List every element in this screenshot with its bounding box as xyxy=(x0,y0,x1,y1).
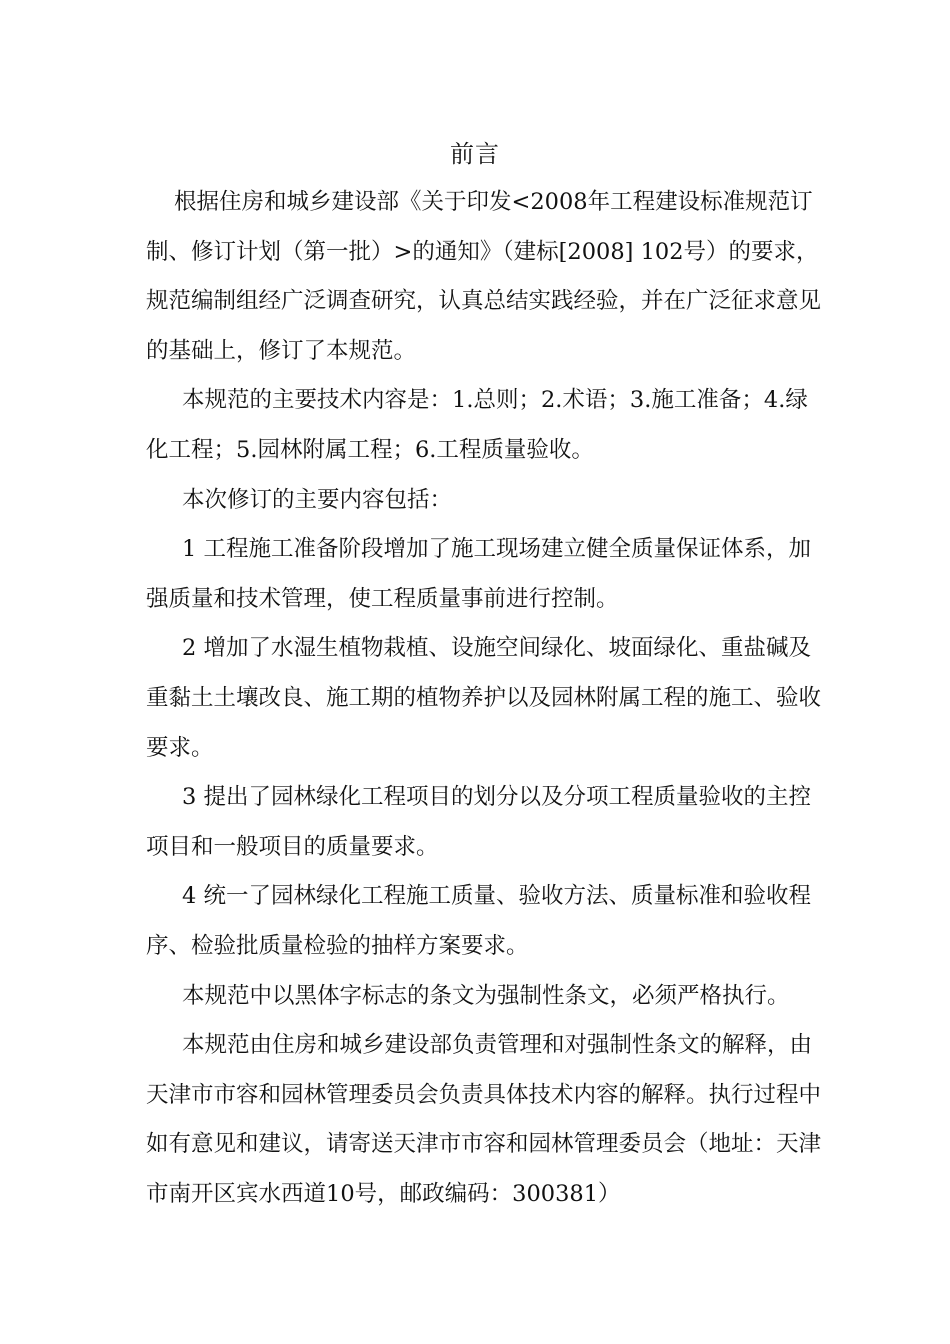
paragraph-technical-contents: 本规范的主要技术内容是：1.总则；2.术语；3.施工准备；4.绿化工程；5.园林附属工程；6.工程质量验收。 xyxy=(146,387,808,463)
paragraph-revision-item-4: 4 统一了园林绿化工程施工质量、验收方法、质量标准和验收程序、检验批质量检验的抽样方案要求。 xyxy=(146,883,811,959)
paragraph-revision-intro: 本次修订的主要内容包括： xyxy=(182,486,453,513)
paragraph-revision-item-3: 3 提出了园林绿化工程项目的划分以及分项工程质量验收的主控项目和一般项目的质量要求。 xyxy=(146,784,811,860)
paragraph-management-contact: 本规范由住房和城乡建设部负责管理和对强制性条文的解释，由天津市市容和园林管理委员会负责具体技术内容的解释。执行过程中如有意见和建议，请寄送天津市市容和园林管理委员会（地址：天津市南开区宾水西道10号，邮政编码：300381） xyxy=(146,1032,822,1207)
paragraph-revision-item-1: 1 工程施工准备阶段增加了施工现场建立健全质量保证体系，加强质量和技术管理，使工程质量事前进行控制。 xyxy=(146,536,811,612)
document-body xyxy=(146,178,826,1219)
paragraph-mandatory-clauses: 本规范中以黑体字标志的条文为强制性条文，必须严格执行。 xyxy=(182,982,790,1009)
page-title: 前言 xyxy=(450,140,500,168)
paragraph-revision-item-2: 2 增加了水湿生植物栽植、设施空间绿化、坡面绿化、重盐碱及重黏土土壤改良、施工期的植物养护以及园林附属工程的施工、验收要求。 xyxy=(146,635,822,761)
paragraph-background: 根据住房和城乡建设部《关于印发<2008年工程建设标准规范订制、修订计划（第一批）>的通知》（建标[2008] 102号）的要求，规范编制组经广泛调查研究，认真总结实践经验，并在广泛征求意见的基础上，修订了本规范。 xyxy=(146,189,822,364)
